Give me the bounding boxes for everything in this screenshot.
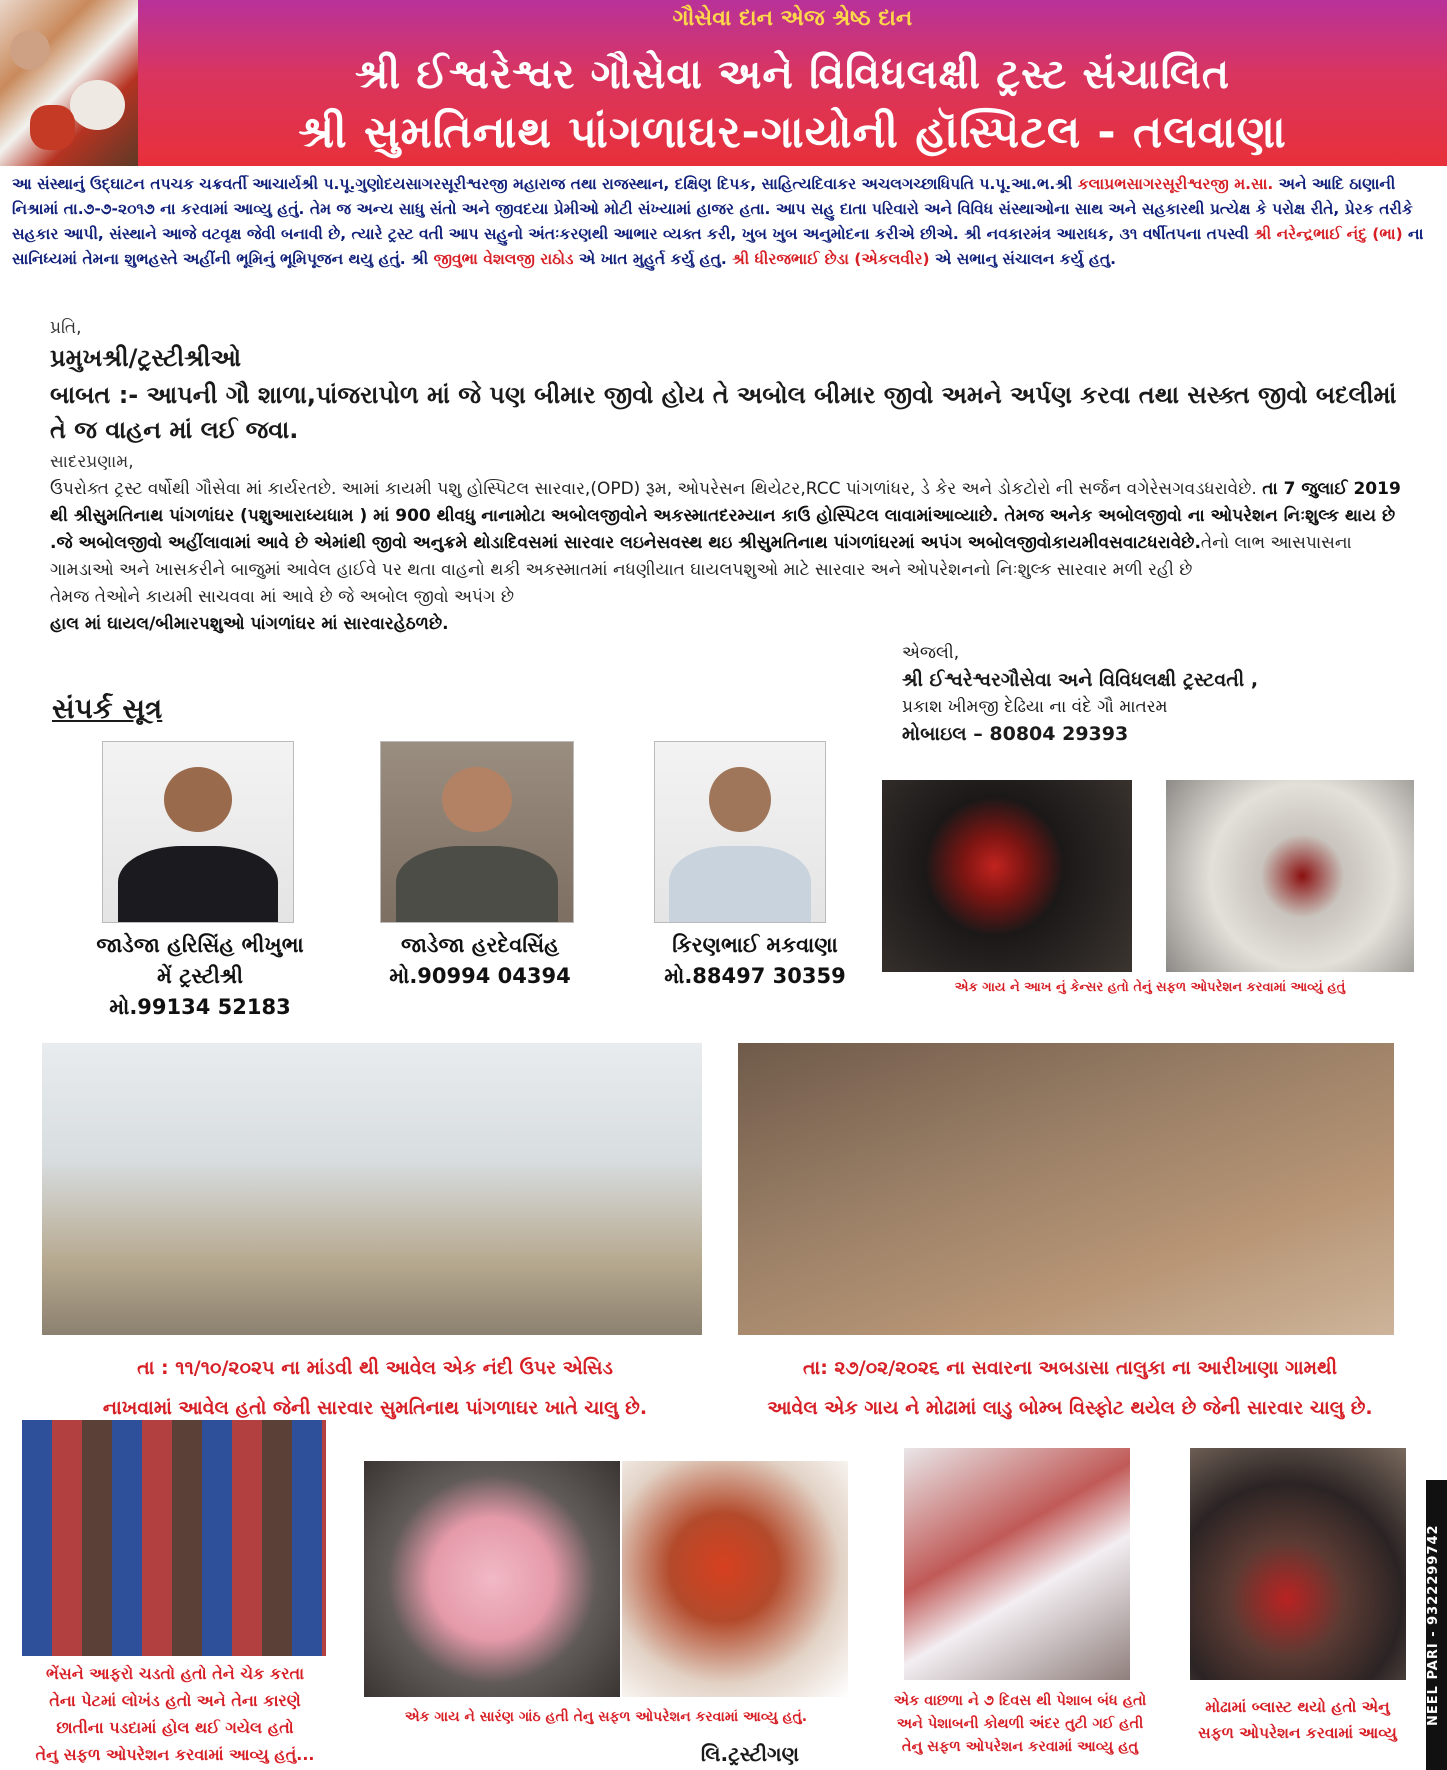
contact-name: જાડેજા હરદેવસિંહ xyxy=(400,933,560,957)
letter-addressee: પ્રમુખશ્રી/ટ્રસ્ટીશ્રીઓ xyxy=(50,344,242,372)
letter-subject: બાબત :- આપની ગૌ શાળા,પાંજરાપોળ માં જે પણ બીમાર જીવો હોય તે અબોલ બીમાર જીવો અમને અર્પણ કરવા તથા સસ્ક્ત જીવો બદલીમાં તે જ વાહન માં લઈ જવા. xyxy=(50,381,1397,444)
caption-line: ભેંસને આફરો ચડતો હતો તેને ચેક કરતા xyxy=(45,1664,305,1683)
title-trust: શ્રી ઈશ્વરેશ્વર ગૌસેવા અને વિવિધલક્ષી ટ્રસ્ટ સંચાલિત xyxy=(354,50,1231,98)
caption-line: તા: ૨૭/૦૨/૨૦૨૬ ના સવારના અબડાસા તાલુકા ના આરીખાણા ગામથી xyxy=(802,1357,1338,1379)
header-photo-image xyxy=(0,0,138,166)
letter-text: તેનો લાભ આસપાસના ગામડાઓ અને ખાસકરીને બાજુમાં આવેલ હાઈવે પર થતા વાહનો થકી અકસ્માતમાં નધણીયાત ઘાયલપશુઓ માટે સારવાર અને ઓપરેશનનો નિઃશુલ્ક સારવાર મળી રહી છે xyxy=(50,533,1352,580)
intro-text: એ સભાનુ સંચાલન કર્યુ હતુ. xyxy=(929,250,1117,268)
mouth-blast-surgery-photo xyxy=(1190,1448,1406,1680)
intro-text: અને આદિ ઠાણાની નિશ્રામાં તા.૭-૭-૨૦૧૭ ના કરવામાં આવ્યુ હતું. તેમ જ અન્ય સાધુ સંતો અને જીવદયા પ્રેમીઓ મોટી સંખ્યામાં હાજર હતા. આપ સહુ દાતા પરિવારો અને વિવિધ સંસ્થાઓના સાથ અને સહકારથી પ્રત્યેક્ષ કે પરોક્ષ રીતે, પ્રેરક તરીકે સહકાર આપી, સંસ્થાને આજે વટવૃક્ષ જેવી બનાવી છે, ત્યારે ટ્રસ્ટ વતી આપ સહુનો અંતઃકરણથી આભાર વ્યક્ત કરી, ખુબ ખુબ અનુમોદના કરીએ છીએ. શ્રી નવકારમંત્ર આરાધક, ૩૧ વર્ષીતપના તપસ્વી xyxy=(12,175,1413,243)
contact-phone: મો.88497 30359 xyxy=(664,964,846,988)
sign-name: પ્રકાશ ખીમજી દેઢિયા ના વંદે ગૌ માતરમ xyxy=(902,697,1168,717)
letter-text: ઉપરોક્ત ટ્રસ્ટ વર્ષોથી ગૌસેવા માં કાર્યરતછે. આમાં કાયમી પશુ હોસ્પિટલ સારવાર,(OPD) રૂમ, ઓપરેસન થિયેટર,RCC પાંગળાંધર, ડે કેર અને ડોકટોરો ની સર્જન વગેરેસગવડધરાવેછે. xyxy=(50,479,1263,499)
wound-surgery-photo xyxy=(622,1461,848,1697)
contact-person xyxy=(360,930,600,992)
portrait-photo xyxy=(654,741,826,923)
caption-tumor: એક ગાય ને સારંણ ગાંઠ હતી તેનુ સફળ ઓપરેશન કરવામાં આવ્યુ હતું. xyxy=(404,1709,808,1725)
contact-name: કિરણભાઈ મકવાણા xyxy=(672,933,838,957)
caption-line: અને પેશાબની કોથળી અંદર તુટી ગઈ હતી xyxy=(896,1716,1144,1732)
intro-text: આ સંસ્થાનું ઉદ્ઘાટન તપચક ચક્રવર્તી આચાર્યશ્રી પ.પૂ.ગુણોદયસાગરસૂરીશ્વરજી મહારાજ તથા રાજસ્થાન, દક્ષિણ દિપક, સાહિત્યદિવાકર અચલગચ્છાધિપતિ પ.પૂ.આ.ભ.શ્રી xyxy=(12,175,1073,193)
caption-line: આવેલ એક ગાય ને મોઢામાં લાડુ બોમ્બ વિસ્ફોટ થયેલ છે જેની સારવાર ચાલુ છે. xyxy=(767,1397,1373,1419)
sign-line: એજલી, xyxy=(902,643,960,663)
caption-eye-cancer: એક ગાય ને આખ નું કેન્સર હતો તેનું સફળ ઓપરેશન કરવામાં આવ્યું હતું xyxy=(954,980,1346,995)
tagline: ગૌસેવા દાન એજ શ્રેષ્ઠ દાન xyxy=(672,6,913,31)
acid-attack-bull-photo xyxy=(42,1043,702,1335)
side-credit-text: NEEL PARI - 9322299742 xyxy=(1426,1524,1441,1726)
intro-text: એ ખાત મુહુર્ત કર્યુ હતુ. xyxy=(573,250,733,268)
buffalo-surgery-collage xyxy=(22,1420,326,1656)
intro-text: ના સાનિધ્યમાં તેમના શુભહસ્તે અહીંની ભૂમિનું ભૂમિપૂજન થયુ હતું. શ્રી xyxy=(12,225,1424,268)
letter-body xyxy=(50,318,1430,638)
removed-tumor-photo xyxy=(1166,780,1414,972)
caption-bomb-injury xyxy=(710,1348,1430,1428)
sign-trust: શ્રી ઈશ્વરેશ્વરગૌસેવા અને વિવિધલક્ષી ટ્રસ્ટવતી , xyxy=(902,669,1259,691)
caption-line: તેનુ સફળ ઓપરેશન કરવામાં આવ્યુ હતું... xyxy=(35,1745,315,1764)
intro-highlight: કલાપ્રભસાગરસૂરીશ્વરજી મ.સા. xyxy=(1077,175,1274,193)
caption-line: મોઢામાં બ્લાસ્ટ થયો હતો એનુ xyxy=(1205,1698,1390,1716)
contact-heading: સંપર્ક સૂત્ર xyxy=(52,692,163,725)
letter-bold-text: હાલ માં ઘાયલ/બીમારપશુઓ પાંગળાંઘર માં સારવારહેઠળછે. xyxy=(50,614,449,634)
caption-line: નાખવામાં આવેલ હતો જેની સારવાર સુમતિનાથ પાંગળાઘર ખાતે ચાલુ છે. xyxy=(102,1397,648,1419)
bomb-injury-cow-photo xyxy=(738,1043,1394,1335)
letter-greeting: સાદરપ્રણામ, xyxy=(50,452,134,472)
caption-line: એક વાછળા ને ૭ દિવસ થી પેશાબ બંધ હતો xyxy=(893,1693,1147,1709)
intro-highlight: શ્રી ધીરજભાઈ છેડા (એકલવીર) xyxy=(732,250,930,268)
caption-line: તેના પેટમાં લોખંડ હતો અને તેના કારણે xyxy=(49,1691,301,1710)
sign-mobile: મોબાઇલ – 80804 29393 xyxy=(902,723,1129,745)
portrait-photo xyxy=(102,741,294,923)
letter-text: તેમજ તેઓને કાયમી સાચવવા માં આવે છે જે અબોલ જીવો અપંગ છે xyxy=(50,587,515,607)
footer-signoff: લિ.ટ્રસ્ટીગણ xyxy=(700,1742,800,1766)
header-banner xyxy=(0,0,1447,166)
caption-acid-attack xyxy=(30,1348,720,1428)
caption-calf xyxy=(860,1690,1180,1759)
letter-bold-text: તા 7 જુલાઈ 2019 થી શ્રીસુમતિનાથ પાંગળાંઘર (પશુઆરાધ્યધામ ) માં 900 થીવધુ નાનામોટા અબોલજીવોને અકસ્માતદરમ્યાન કાઉ હોસ્પિટલ લાવામાંઆવ્યાછે. તેમજ અનેક અબોલજીવો ના ઓપરેશન નિઃશુલ્ક થાય છે .જે અબોલજીવો અહીંલાવામાં આવે છે એમાંથી જીવો અનુક્રમે થોડાદિવસમાં સારવાર લઇનેસવસ્થ થઇ શ્રીસુમતિનાથ પાંગળાંઘરમાં અપંગ અબોલજીવોકાયમીવસવાટધરાવેછે. xyxy=(50,479,1401,553)
intro-highlight: શ્રી નરેન્દ્રભાઈ નંદુ (ભા) xyxy=(1254,225,1403,243)
caption-line: તેનુ સફળ ઓપરેશન કરવામાં આવ્યુ હતુ xyxy=(901,1739,1139,1755)
caption-line: તા : ૧૧/૧૦/૨૦૨૫ ના માંડવી થી આવેલ એક નંદી ઉપર એસિડ xyxy=(137,1357,613,1379)
caption-buffalo xyxy=(10,1660,340,1768)
title-hospital: શ્રી સુમતિનાથ પાંગળાઘર-ગાયોની હૉસ્પિટલ - તલવાણા xyxy=(298,107,1287,158)
contact-role: મેં ટ્રસ્ટીશ્રી xyxy=(156,964,244,988)
intro-paragraph xyxy=(12,172,1437,272)
signature-block xyxy=(902,640,1422,748)
eye-surgery-photo xyxy=(882,780,1132,972)
tumor-removal-photo xyxy=(364,1461,620,1697)
contact-name: જાડેજા હરિસિંહ ભીખુભા xyxy=(96,933,304,957)
caption-mouth-blast xyxy=(1170,1694,1425,1746)
portrait-photo xyxy=(380,741,574,923)
caption-line: સફળ ઓપરેશન કરવામાં આવ્યુ xyxy=(1198,1724,1397,1742)
contact-person xyxy=(630,930,880,992)
caption-line: છાતીના પડદામાં હોલ થઈ ગયેલ હતો xyxy=(56,1718,294,1737)
letter-prati: પ્રતિ, xyxy=(50,318,82,338)
contact-phone: મો.90994 04394 xyxy=(389,964,571,988)
intro-highlight: જીવુભા વેશલજી રાઠોડ xyxy=(433,250,574,268)
calf-surgery-photo xyxy=(904,1448,1130,1680)
contact-phone: મો.99134 52183 xyxy=(109,995,291,1019)
contact-person xyxy=(40,930,360,1023)
letter-paragraph xyxy=(50,476,1410,638)
